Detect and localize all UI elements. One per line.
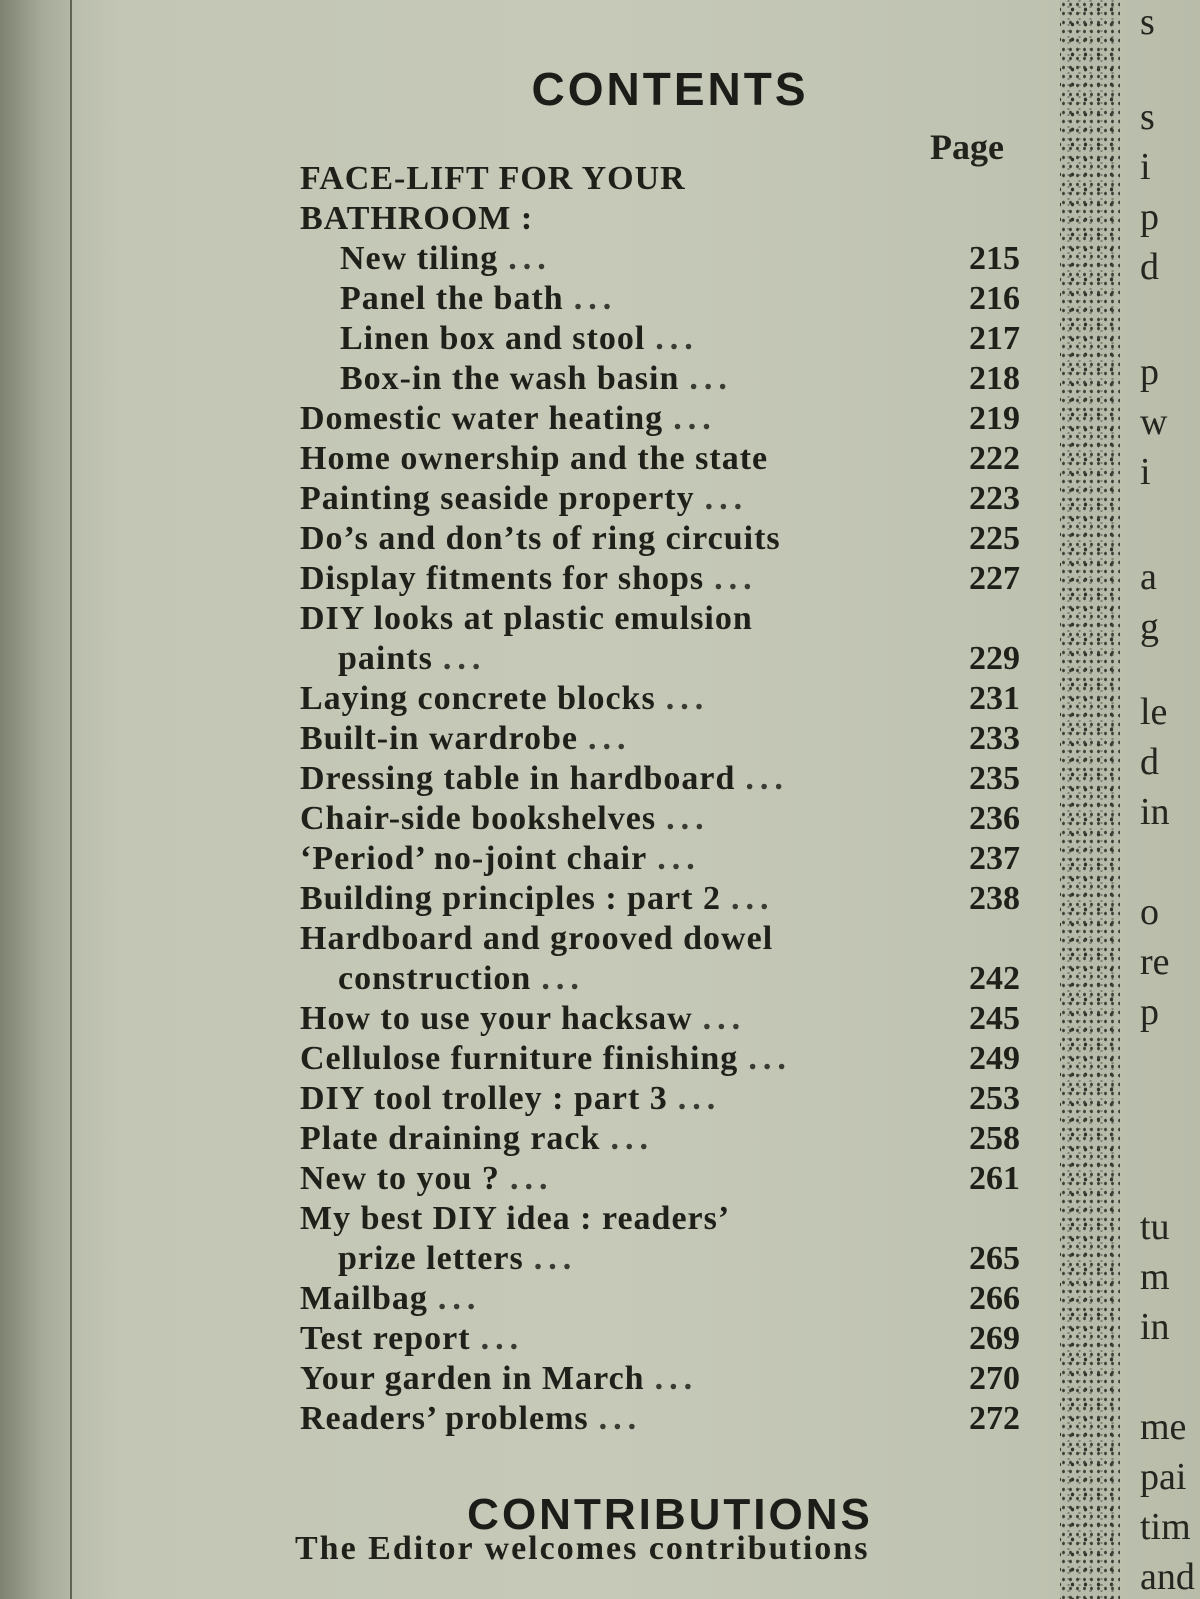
toc-entry[interactable]: How to use your hacksaw ... 245 <box>300 1000 1020 1037</box>
toc-entry[interactable]: prize letters ... 265 <box>338 1240 1020 1277</box>
toc-entry[interactable]: New to you ? ... 261 <box>300 1160 1020 1197</box>
toc-entry[interactable]: ‘Period’ no-joint chair ... 237 <box>300 840 1020 877</box>
toc-entry[interactable]: Home ownership and the state 222 <box>300 440 1020 477</box>
toc-entry: DIY looks at plastic emulsion <box>300 600 753 637</box>
text-fragment: i <box>1140 146 1151 188</box>
toc-entry[interactable]: Built-in wardrobe ... 233 <box>300 720 1020 757</box>
contributions-text: The Editor welcomes contributions <box>295 1530 870 1567</box>
table-of-contents <box>300 160 1020 1440</box>
toc-entry[interactable]: Building principles : part 2 ... 238 <box>300 880 1020 917</box>
toc-entry[interactable]: Your garden in March ... 270 <box>300 1360 1020 1397</box>
text-fragment: s <box>1140 96 1155 138</box>
toc-entry[interactable]: Plate draining rack ... 258 <box>300 1120 1020 1157</box>
toc-entry[interactable]: Display fitments for shops ... 227 <box>300 560 1020 597</box>
text-fragment: d <box>1140 246 1159 288</box>
toc-entry: My best DIY idea : readers’ <box>300 1200 731 1237</box>
toc-entry[interactable]: Dressing table in hardboard ... 235 <box>300 760 1020 797</box>
toc-entry[interactable]: paints ... 229 <box>338 640 1020 677</box>
text-fragment: me <box>1140 1406 1187 1448</box>
toc-entry[interactable]: Readers’ problems ... 272 <box>300 1400 1020 1437</box>
toc-entry[interactable]: Do’s and don’ts of ring circuits 225 <box>300 520 1020 557</box>
contributions-heading: CONTRIBUTIONS <box>467 1490 873 1539</box>
toc-entry[interactable]: Linen box and stool ... 217 <box>340 320 1020 357</box>
toc-entry[interactable]: construction ... 242 <box>338 960 1020 997</box>
toc-entry: FACE-LIFT FOR YOUR <box>300 160 686 197</box>
text-fragment: p <box>1140 991 1159 1033</box>
contents-heading: CONTENTS <box>531 63 809 115</box>
text-fragment: o <box>1140 891 1159 933</box>
adjacent-column-text <box>1140 0 1200 1599</box>
toc-entry[interactable]: Mailbag ... 266 <box>300 1280 1020 1317</box>
text-fragment: p <box>1140 351 1159 393</box>
decorative-column-divider <box>1060 0 1120 1599</box>
text-fragment: tu <box>1140 1206 1170 1248</box>
text-fragment: i <box>1140 451 1151 493</box>
text-fragment: le <box>1140 691 1168 733</box>
text-fragment: d <box>1140 741 1159 783</box>
text-fragment: a <box>1140 556 1157 598</box>
page-gutter <box>0 0 72 1599</box>
text-fragment: s <box>1140 1 1155 43</box>
text-fragment: p <box>1140 196 1159 238</box>
text-fragment: w <box>1140 401 1168 443</box>
toc-entry[interactable]: New tiling ... 215 <box>340 240 1020 277</box>
toc-entry[interactable]: Laying concrete blocks ... 231 <box>300 680 1020 717</box>
toc-entry[interactable]: Test report ... 269 <box>300 1320 1020 1357</box>
toc-entry[interactable]: Panel the bath ... 216 <box>340 280 1020 317</box>
page-column-label: Page <box>930 127 1004 167</box>
toc-entry[interactable]: Chair-side bookshelves ... 236 <box>300 800 1020 837</box>
text-fragment: g <box>1140 606 1159 648</box>
text-fragment: and <box>1140 1556 1195 1598</box>
toc-entry[interactable]: Cellulose furniture finishing ... 249 <box>300 1040 1020 1077</box>
text-fragment: pai <box>1140 1456 1187 1498</box>
text-fragment: m <box>1140 1256 1170 1298</box>
text-fragment: tim <box>1140 1506 1191 1548</box>
text-fragment: in <box>1140 1306 1170 1348</box>
toc-entry[interactable]: DIY tool trolley : part 3 ... 253 <box>300 1080 1020 1117</box>
toc-entry: Hardboard and grooved dowel <box>300 920 774 957</box>
text-fragment: re <box>1140 941 1170 983</box>
text-fragment: in <box>1140 791 1170 833</box>
toc-entry[interactable]: Box-in the wash basin ... 218 <box>340 360 1020 397</box>
toc-entry[interactable]: Painting seaside property ... 223 <box>300 480 1020 517</box>
toc-entry: BATHROOM : <box>300 200 534 237</box>
toc-entry[interactable]: Domestic water heating ... 219 <box>300 400 1020 437</box>
